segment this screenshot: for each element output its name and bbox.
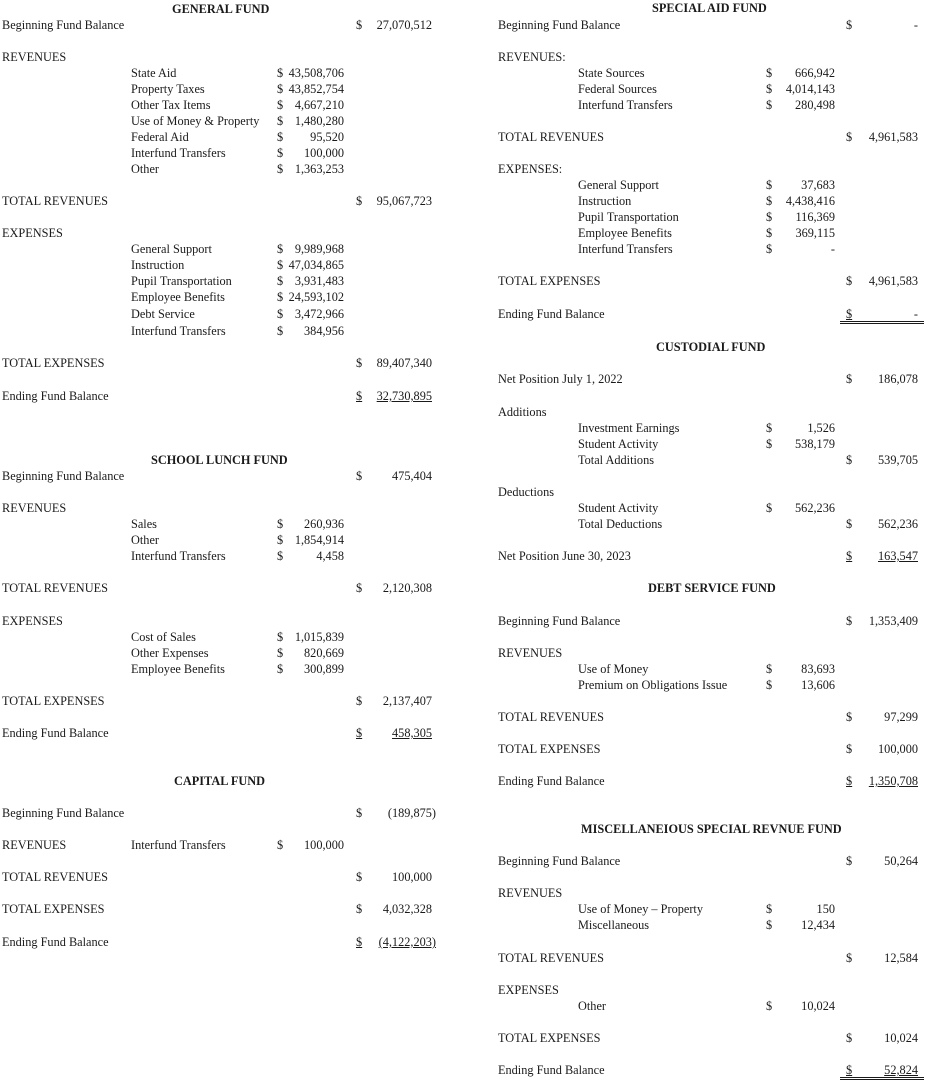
misc-beginning-label: Beginning Fund Balance [498, 854, 621, 868]
misc-revenues-label: REVENUES [498, 886, 563, 900]
capital-fund-title: CAPITAL FUND [174, 774, 265, 788]
general-total-expenses-label: TOTAL EXPENSES [2, 356, 105, 370]
custodial-fund-title: CUSTODIAL FUND [656, 340, 766, 354]
general-expenses-label: EXPENSES [2, 226, 63, 240]
special-total-expenses-label: TOTAL EXPENSES [498, 274, 601, 288]
misc-total-revenues-label: TOTAL REVENUES [498, 951, 604, 965]
lunch-beginning-label: Beginning Fund Balance [2, 469, 125, 483]
misc-expenses-label: EXPENSES [498, 983, 559, 997]
special-expenses-label: EXPENSES: [498, 162, 563, 176]
special-aid-title: SPECIAL AID FUND [652, 1, 767, 15]
misc-fund-title: MISCELLANEIOUS SPECIAL REVNUE FUND [581, 822, 842, 836]
capital-beginning-label: Beginning Fund Balance [2, 806, 125, 820]
debt-revenues-label: REVENUES [498, 646, 563, 660]
custodial-total-deductions-label: Total Deductions [578, 517, 663, 531]
lunch-revenues-label: REVENUES [2, 501, 67, 515]
general-total-revenues-label: TOTAL REVENUES [2, 194, 108, 208]
debt-total-revenues-label: TOTAL REVENUES [498, 710, 604, 724]
lunch-ending-label: Ending Fund Balance [2, 726, 109, 740]
custodial-deduction-item-label: Student Activity [578, 501, 659, 515]
lunch-expenses-label: EXPENSES [2, 614, 63, 628]
special-ending-amount: $ - [840, 307, 924, 324]
debt-total-expenses-label: TOTAL EXPENSES [498, 742, 601, 756]
general-ending-amount: $ 32,730,895 [356, 389, 432, 403]
general-ending-label: Ending Fund Balance [2, 389, 109, 403]
capital-ending-label: Ending Fund Balance [2, 935, 109, 949]
misc-ending-label: Ending Fund Balance [498, 1063, 605, 1077]
special-total-revenues-label: TOTAL REVENUES [498, 130, 604, 144]
custodial-deductions-label: Deductions [498, 485, 555, 499]
lunch-total-expenses-label: TOTAL EXPENSES [2, 694, 105, 708]
custodial-total-additions-label: Total Additions [578, 453, 654, 467]
misc-expense-item-label: Other [578, 999, 606, 1013]
debt-ending-label: Ending Fund Balance [498, 774, 605, 788]
special-beginning-label: Beginning Fund Balance [498, 18, 621, 32]
special-revenues-label: REVENUES: [498, 50, 566, 64]
capital-revenue-item-label: Interfund Transfers [131, 838, 226, 852]
school-lunch-title: SCHOOL LUNCH FUND [151, 453, 288, 467]
capital-total-revenues-label: TOTAL REVENUES [2, 870, 108, 884]
general-beginning-label: Beginning Fund Balance [2, 18, 125, 32]
custodial-start-label: Net Position July 1, 2022 [498, 372, 623, 386]
misc-total-expenses-label: TOTAL EXPENSES [498, 1031, 601, 1045]
lunch-total-revenues-label: TOTAL REVENUES [2, 581, 108, 595]
debt-beginning-label: Beginning Fund Balance [498, 614, 621, 628]
misc-ending-amount: $ 52,824 [840, 1063, 924, 1080]
capital-total-expenses-label: TOTAL EXPENSES [2, 902, 105, 916]
custodial-additions-label: Additions [498, 405, 547, 419]
general-revenues-label: REVENUES [2, 50, 67, 64]
special-ending-label: Ending Fund Balance [498, 307, 605, 321]
custodial-end-label: Net Position June 30, 2023 [498, 549, 631, 563]
debt-service-title: DEBT SERVICE FUND [648, 581, 776, 595]
capital-revenues-label: REVENUES [2, 838, 67, 852]
general-fund-title: GENERAL FUND [172, 2, 270, 16]
